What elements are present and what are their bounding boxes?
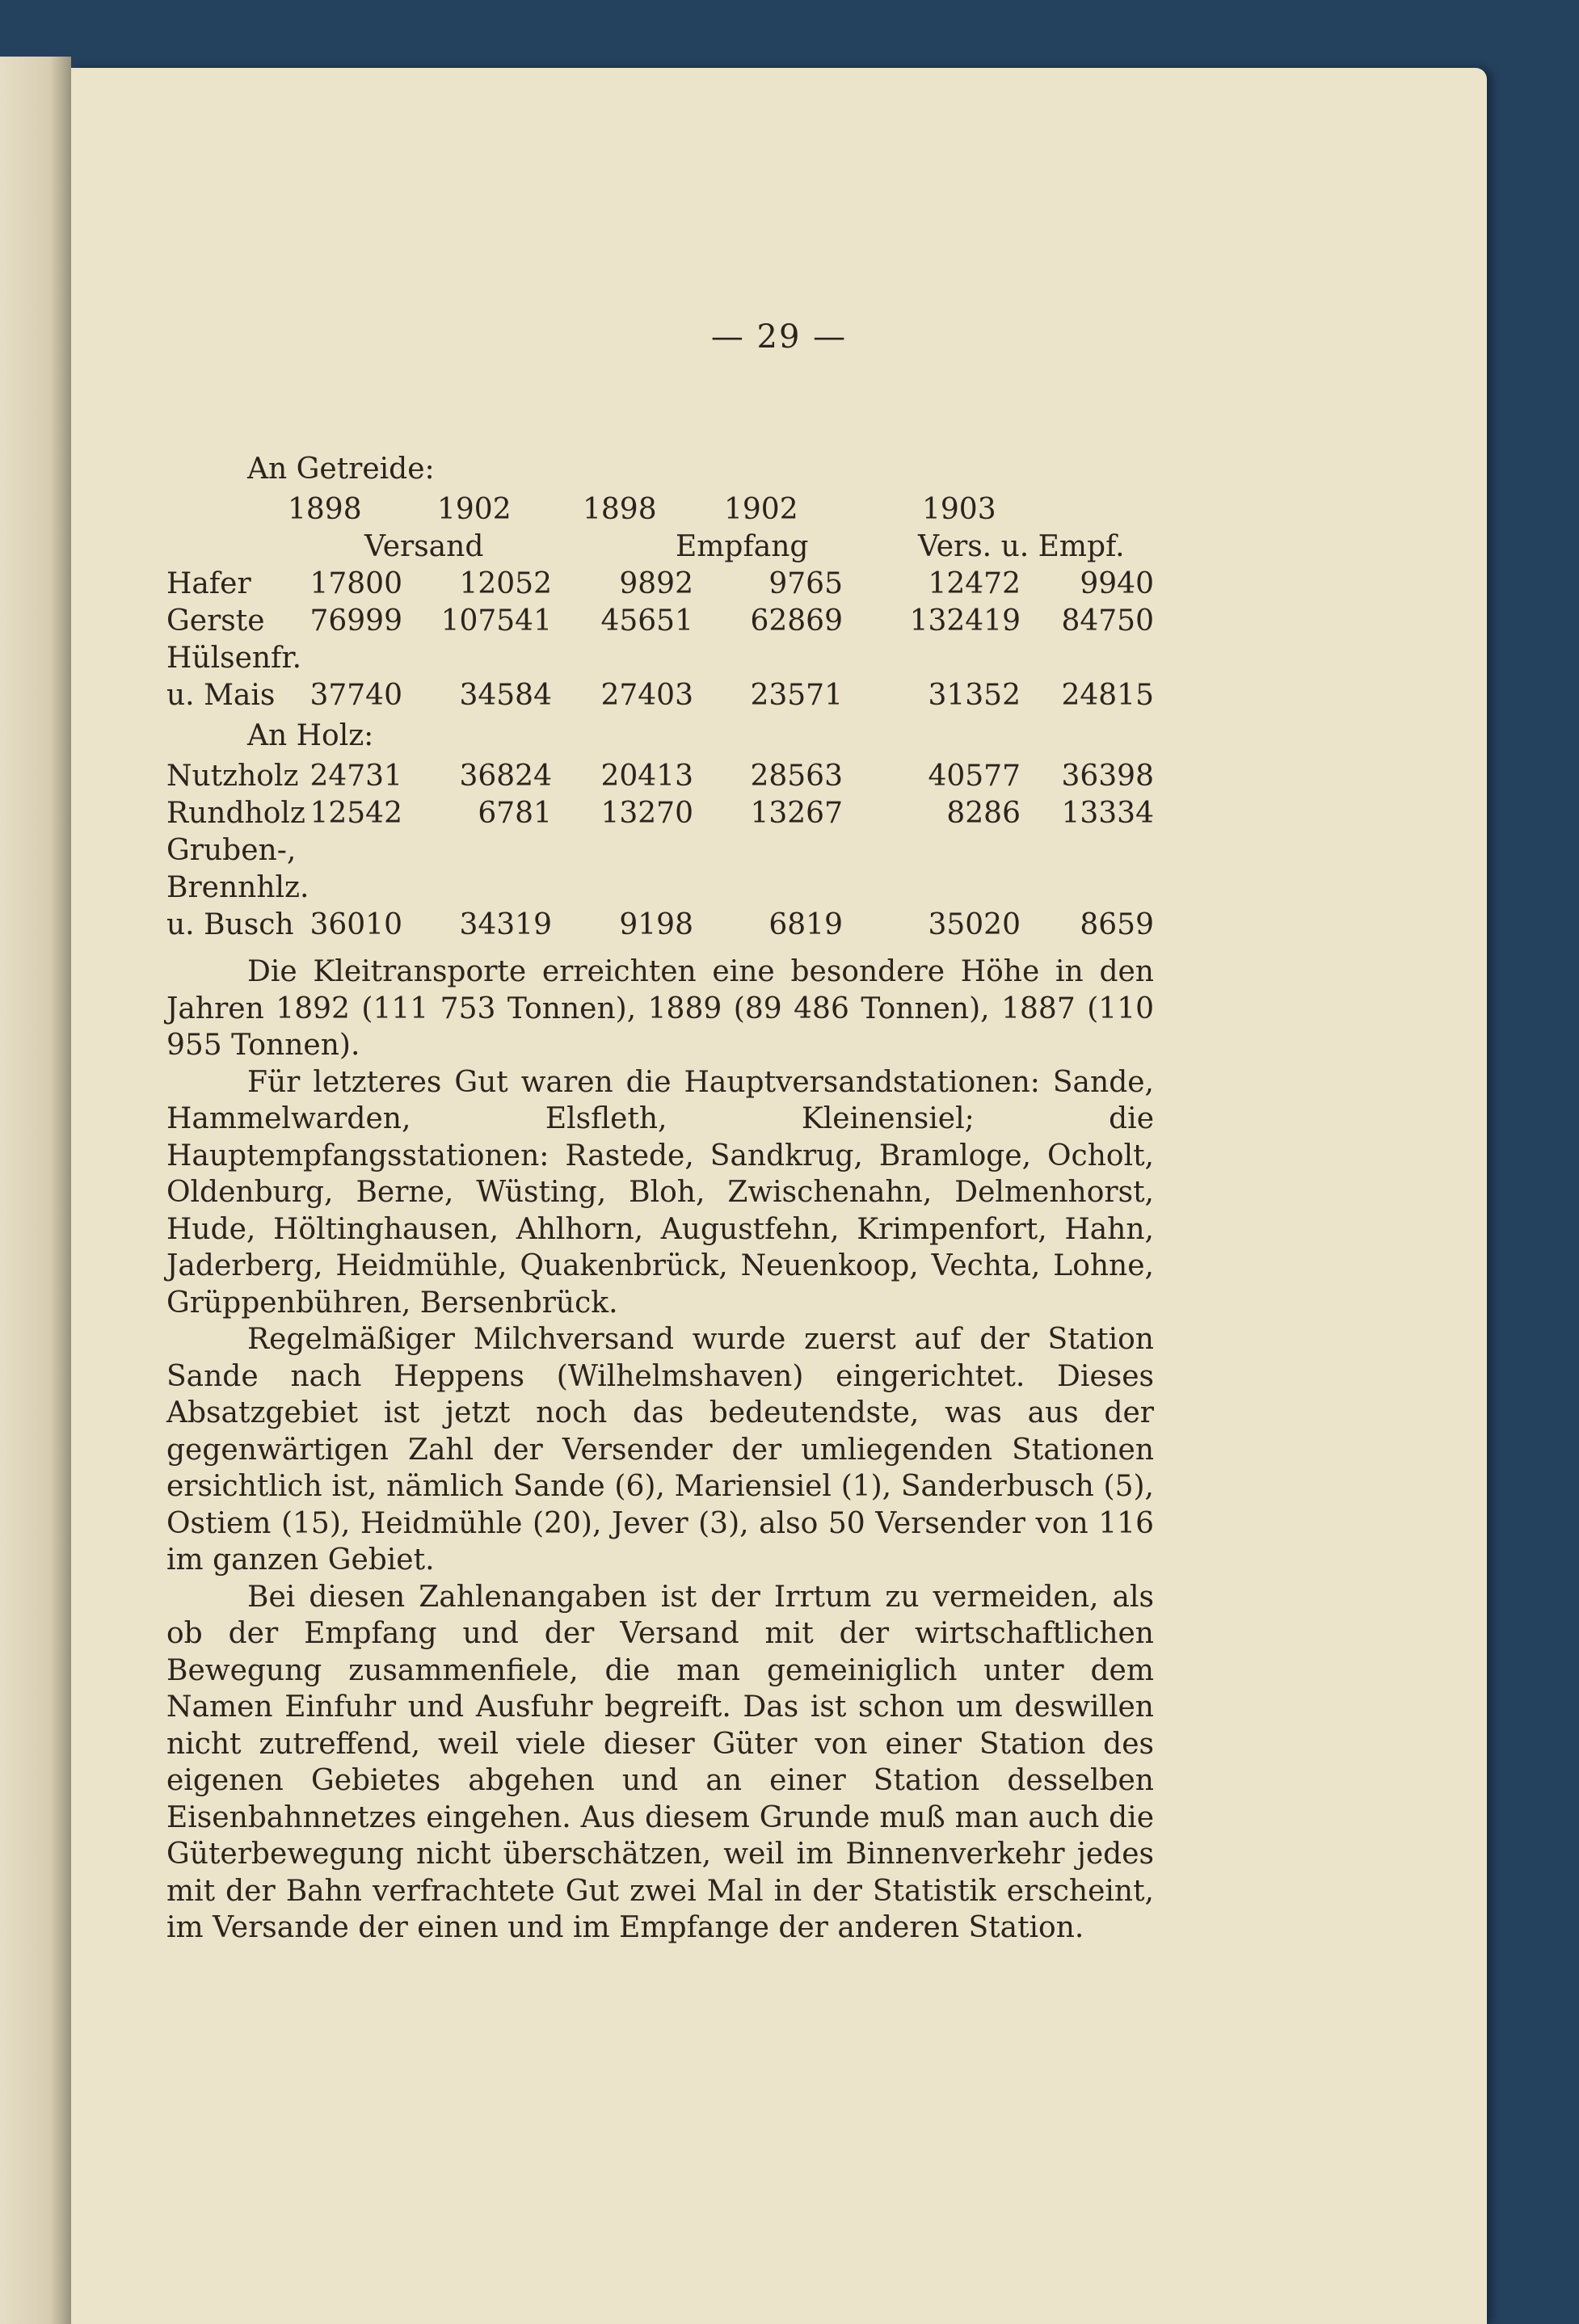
table-cell: 28563 — [750, 760, 843, 793]
table-cell: 36010 — [309, 908, 402, 941]
table-cell: 62869 — [750, 604, 843, 638]
table-row — [166, 795, 1154, 832]
table-cell: 24815 — [1061, 679, 1154, 712]
table-row — [166, 566, 1154, 603]
page-number: — 29 — — [710, 318, 848, 356]
table-cell: 13334 — [1061, 797, 1154, 830]
table-cell: 8286 — [946, 797, 1021, 830]
table-cell: 40577 — [928, 760, 1021, 793]
left-page-edge — [0, 57, 71, 2324]
category-row — [166, 528, 1154, 566]
body-text — [166, 954, 1154, 1947]
grain-table — [166, 566, 1154, 714]
table-cell: 37740 — [309, 679, 402, 712]
year-cell: 1902 — [437, 493, 512, 526]
paragraph: Regelmäßiger Milchversand wurde zuerst auf der Station Sande nach Heppens (Wilhelmshaven) eingerichtet. Dieses Absatzgebiet ist jetzt noch das bedeutendste, was aus der gegenwärtigen Zahl der Versender der umliegenden Stationen ersichtlich ist, nämlich Sande (6), Mariensiel (1), Sanderbusch (5), Ostiem (15), Heidmühle (20), Jever (3), also 50 Versender von 116 im ganzen Gebiet. — [166, 1323, 1154, 1577]
years-row — [166, 491, 1154, 528]
book-page — [71, 68, 1487, 2324]
row-label: Rundholz — [166, 797, 305, 830]
table-cell: 132419 — [909, 604, 1021, 638]
grain-header: An Getreide: — [247, 453, 435, 486]
year-cell: 1902 — [724, 493, 798, 526]
paragraph: Für letzteres Gut waren die Hauptversandstationen: Sande, Hammelwarden, Elsfleth, Kleinensiel; die Hauptempfangsstationen: Rastede, Sandkrug, Bramloge, Ocholt, Oldenburg, Berne, Wüsting, Bloh, Zwischenahn, Delmenhorst, Hude, Höltinghausen, Ahlhorn, Augustfehn, Krimpenfort, Hahn, Jaderberg, Heidmühle, Quakenbrück, Neuenkoop, Vechta, Lohne, Grüppenbühren, Bersenbrück. — [166, 1065, 1154, 1320]
table-cell: 84750 — [1061, 604, 1154, 638]
table-cell: 27403 — [600, 679, 693, 712]
table-cell: 35020 — [928, 908, 1021, 941]
table-cell: 23571 — [750, 679, 843, 712]
table-cell: 17800 — [309, 567, 402, 600]
row-label: Gruben-, — [166, 834, 297, 867]
table-cell: 20413 — [600, 760, 693, 793]
table-row — [166, 869, 1154, 907]
table-row — [166, 603, 1154, 640]
category-cell: Versand — [364, 530, 484, 563]
table-row — [166, 832, 1154, 869]
table-cell: 13270 — [600, 797, 693, 830]
table-cell: 9765 — [768, 567, 843, 600]
table-cell: 9892 — [619, 567, 693, 600]
wood-header: An Holz: — [247, 719, 374, 752]
table-row — [166, 758, 1154, 795]
wood-table — [166, 758, 1154, 944]
table-cell: 6781 — [478, 797, 552, 830]
table-row — [166, 677, 1154, 714]
year-cell: 1903 — [922, 493, 996, 526]
category-cell: Empfang — [676, 530, 809, 563]
category-cell: Vers. u. Empf. — [918, 530, 1125, 563]
table-cell: 9940 — [1080, 567, 1154, 600]
table-cell: 31352 — [928, 679, 1021, 712]
row-label: Nutzholz — [166, 760, 299, 793]
year-cell: 1898 — [288, 493, 362, 526]
table-cell: 36398 — [1061, 760, 1154, 793]
table-row — [166, 907, 1154, 944]
table-cell: 12542 — [309, 797, 402, 830]
table-cell: 6819 — [768, 908, 843, 941]
table-cell: 45651 — [600, 604, 693, 638]
row-label: Gerste — [166, 604, 265, 638]
year-cell: 1898 — [583, 493, 657, 526]
row-label: Hülsenfr. — [166, 642, 302, 675]
table-cell: 34584 — [459, 679, 552, 712]
table-cell: 12472 — [928, 567, 1021, 600]
table-cell: 34319 — [459, 908, 552, 941]
row-label: Hafer — [166, 567, 251, 600]
table-cell: 9198 — [619, 908, 693, 941]
table-cell: 76999 — [309, 604, 402, 638]
row-label: u. Mais — [166, 679, 276, 712]
table-cell: 8659 — [1080, 908, 1154, 941]
table-cell: 13267 — [750, 797, 843, 830]
table-cell: 24731 — [309, 760, 402, 793]
table-row — [166, 640, 1154, 677]
paragraph: Die Kleitransporte erreichten eine besondere Höhe in den Jahren 1892 (111 753 Tonnen), 1889 (89 486 Tonnen), 1887 (110 955 Tonnen). — [166, 955, 1154, 1062]
paragraph: Bei diesen Zahlenangaben ist der Irrtum zu vermeiden, als ob der Empfang und der Versand mit der wirtschaftlichen Bewegung zusammenfiele, die man gemeiniglich unter dem Namen Einfuhr und Ausfuhr begreift. Das ist schon um deswillen nicht zutreffend, weil viele dieser Güter von einer Station des eigenen Gebietes abgehen und an einer Station desselben Eisenbahnnetzes eingehen. Aus diesem Grunde muß man auch die Güterbewegung nicht überschätzen, weil im Binnenverkehr jedes mit der Bahn verfrachtete Gut zwei Mal in der Statistik erscheint, im Versande der einen und im Empfange der anderen Station. — [166, 1580, 1154, 1944]
table-cell: 107541 — [440, 604, 552, 638]
page-content — [166, 448, 1154, 1947]
table-cell: 12052 — [459, 567, 552, 600]
row-label: u. Busch — [166, 908, 294, 941]
row-label: Brennhlz. — [166, 871, 309, 904]
table-cell: 36824 — [459, 760, 552, 793]
